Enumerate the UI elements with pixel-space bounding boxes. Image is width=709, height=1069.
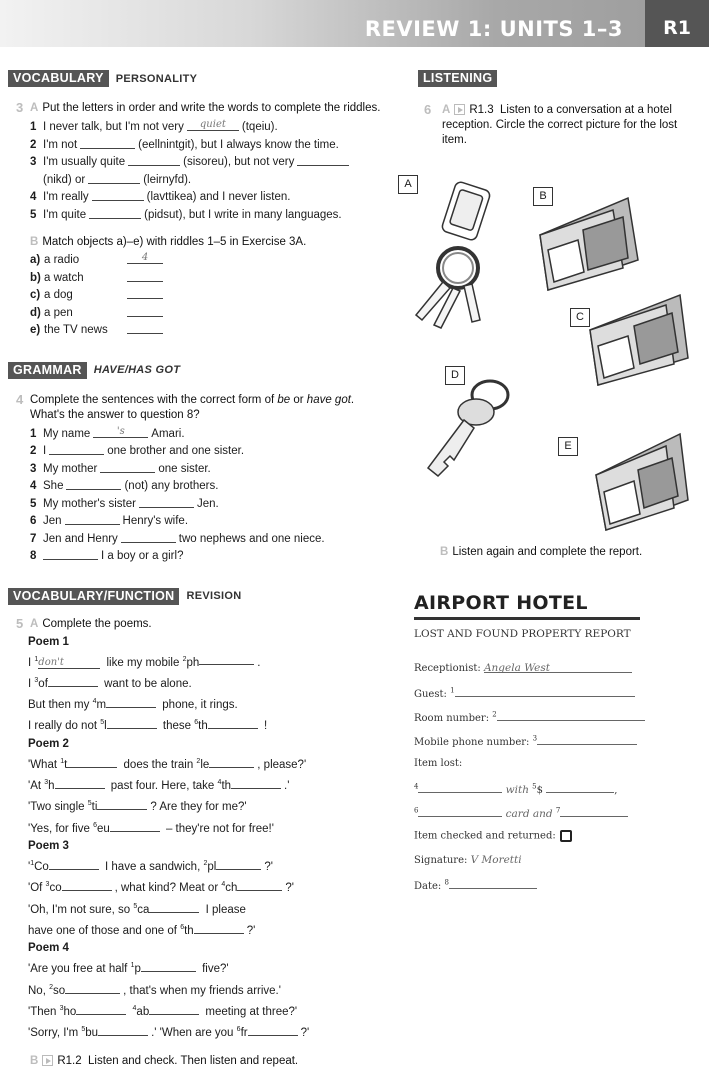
- item-desc-row: $^4$ with $^5$\$ ,: [414, 782, 618, 796]
- answer-field[interactable]: [49, 443, 104, 455]
- lost-property-report: [414, 592, 640, 640]
- answer-field[interactable]: [127, 305, 163, 317]
- exercise-number: 6: [424, 102, 432, 117]
- list-item: 6 Jen Henry's wife.: [30, 515, 189, 527]
- answer-field[interactable]: quiet: [187, 119, 239, 131]
- exercise-5a: [8, 617, 388, 632]
- unit-badge: R1: [645, 0, 709, 47]
- amount-field[interactable]: [546, 782, 614, 793]
- list-item: 1 I never talk, but I'm not very quiet (tqeiu).: [30, 119, 278, 133]
- date-row: Date: $^8$: [414, 878, 537, 892]
- answer-field[interactable]: [107, 717, 157, 729]
- poem-line: 'Then $^3$ho $^4$ab meeting at three?': [28, 1000, 388, 1021]
- returned-checkbox[interactable]: [560, 830, 572, 842]
- answer-field[interactable]: 4: [127, 252, 163, 264]
- poem-line: But then my $^4$m phone, it rings.: [28, 693, 388, 714]
- answer-field[interactable]: [128, 154, 180, 166]
- exercise-number: 5: [16, 615, 24, 631]
- report-subtitle: LOST AND FOUND PROPERTY REPORT: [414, 628, 631, 640]
- list-item: (nikd) or (leirnyfd).: [43, 173, 192, 186]
- answer-field[interactable]: [199, 653, 254, 665]
- answer-field[interactable]: [248, 1024, 298, 1036]
- poem-line: 'Oh, I'm not sure, so $^5$ca I please: [28, 898, 388, 919]
- lost-item-pictures: [398, 170, 688, 540]
- page-title: REVIEW 1: UNITS 1–3: [364, 17, 623, 41]
- poem-line: 'Yes, for five $^6$eu – they're not for free!': [28, 817, 388, 838]
- exercise-3a: [8, 101, 388, 116]
- answer-field[interactable]: [194, 922, 244, 934]
- exercise-5b: [8, 1054, 388, 1069]
- signature-value: V Moretti: [470, 854, 522, 866]
- poem-line: '$^1Co$ I have a sandwich, $^2$pl ?': [28, 855, 388, 876]
- poem-title: Poem 4: [28, 942, 69, 955]
- list-item: d) a pen: [30, 305, 388, 323]
- answer-field[interactable]: [97, 798, 147, 810]
- grammar-subtitle: HAVE/HAS GOT: [93, 364, 181, 376]
- mobile-row: Mobile phone number: $^3$: [414, 734, 637, 748]
- list-item: 4 I'm really (lavttikea) and I never listen.: [30, 191, 291, 203]
- signature-row: Signature: V Moretti: [414, 854, 522, 866]
- single-key-image[interactable]: [428, 381, 508, 476]
- answer-field[interactable]: [141, 960, 196, 972]
- keychain-with-tag-image[interactable]: [416, 181, 491, 328]
- answer-field[interactable]: [100, 461, 155, 473]
- exercise-instruction: A Complete the poems.: [30, 617, 152, 630]
- grammar-tag: GRAMMAR: [8, 362, 87, 379]
- answer-field[interactable]: [149, 901, 199, 913]
- exercise-instruction: B R1.2 Listen and check. Then listen and repeat.: [30, 1054, 299, 1067]
- page-header: [0, 0, 709, 47]
- wallet-image-c[interactable]: [590, 295, 688, 385]
- poem-title: Poem 2: [28, 737, 69, 750]
- poem-line: 'Two single $^5$ti ? Are they for me?': [28, 795, 388, 816]
- poem-line: I really do not $^5$l these $^6$th !: [28, 714, 388, 735]
- exercise-instruction: Complete the sentences with the correct form of be or have got. What's the answer to question 8?: [30, 393, 355, 421]
- audio-icon[interactable]: [42, 1055, 53, 1066]
- checked-row: Item checked and returned:: [414, 830, 572, 842]
- answer-field[interactable]: [43, 548, 98, 560]
- exercise-6a: [412, 103, 702, 148]
- room-row: Room number: $^2$: [414, 710, 645, 724]
- exercise-instruction: A Put the letters in order and write the words to complete the riddles.: [30, 102, 381, 114]
- answer-field[interactable]: [66, 478, 121, 490]
- receptionist-field[interactable]: Angela West: [484, 662, 632, 673]
- picture-label-e: E: [558, 437, 578, 456]
- answer-field[interactable]: [237, 879, 282, 891]
- answer-field[interactable]: [297, 154, 349, 166]
- answer-field[interactable]: [55, 777, 105, 789]
- answer-field[interactable]: [48, 675, 98, 687]
- card-row: $^6$ card and $^7$: [414, 806, 628, 820]
- report-divider: [414, 617, 640, 620]
- listening-tag: LISTENING: [418, 70, 497, 87]
- answer-field[interactable]: [89, 207, 141, 219]
- list-item: a) a radio 4: [30, 252, 388, 270]
- vocabulary-subtitle: PERSONALITY: [115, 72, 198, 85]
- list-item: 3 I'm usually quite (sisoreu), but not very: [30, 154, 388, 172]
- list-item: 1 My name 's Amari.: [30, 425, 185, 440]
- room-field[interactable]: [497, 710, 645, 721]
- list-item: 8 I a boy or a girl?: [30, 550, 184, 562]
- answer-field[interactable]: [65, 513, 120, 525]
- guest-field[interactable]: [455, 686, 635, 697]
- wallet-image-e[interactable]: [596, 434, 688, 530]
- exercise-instruction: B Match objects a)–e) with riddles 1–5 in Exercise 3A.: [30, 236, 307, 248]
- picture-label-b: B: [533, 187, 553, 206]
- list-item: 7 Jen and Henry two nephews and one niece.: [30, 532, 325, 545]
- answer-field[interactable]: [121, 531, 176, 543]
- poem-line: have one of those and one of $^6$th ?': [28, 919, 388, 940]
- answer-field[interactable]: [98, 1024, 148, 1036]
- list-item: e) the TV news: [30, 322, 388, 340]
- list-item: 3 My mother one sister.: [30, 462, 211, 475]
- answer-field[interactable]: [76, 1003, 126, 1015]
- vocabfunc-subtitle: REVISION: [186, 590, 242, 602]
- audio-icon[interactable]: [454, 104, 465, 115]
- poem-title: Poem 1: [28, 635, 69, 648]
- wallet-image-b[interactable]: [540, 198, 638, 290]
- answer-field[interactable]: [110, 820, 160, 832]
- list-item: b) a watch: [30, 270, 388, 288]
- answer-field[interactable]: 's: [93, 426, 148, 438]
- exercise-6b: B Listen again and complete the report.: [440, 546, 643, 558]
- answer-field[interactable]: [149, 1003, 199, 1015]
- list-item: 5 I'm quite (pidsut), but I write in many languages.: [30, 208, 342, 221]
- answer-field[interactable]: [65, 982, 120, 994]
- answer-field[interactable]: [139, 496, 194, 508]
- report-fields: [414, 662, 644, 902]
- poem-line: I $^3$of want to be alone.: [28, 672, 388, 693]
- exercise-3b-items: [8, 252, 388, 340]
- picture-label-a: A: [398, 175, 418, 194]
- list-item: 4 She (not) any brothers.: [30, 480, 219, 492]
- left-column: [8, 70, 388, 1069]
- list-item: 5 My mother's sister Jen.: [30, 497, 219, 510]
- picture-label-d: D: [445, 366, 465, 385]
- exercise-3a-items: [8, 119, 388, 224]
- vocabfunc-heading: [8, 588, 388, 605]
- poem-line: 'What $^1$t does the train $^2$le , please?': [28, 753, 388, 774]
- list-item: 2 I'm not (eellnintgit), but I always know the time.: [30, 138, 339, 151]
- picture-label-c: C: [570, 308, 590, 327]
- exercise-4: [8, 393, 388, 423]
- item-row: Item lost:: [414, 758, 463, 769]
- exercise-4-items: [8, 426, 388, 566]
- receptionist-row: Receptionist: Angela West: [414, 662, 632, 674]
- poem-line: 'Sorry, I'm $^5$bu .' 'When are you $^6$fr ?': [28, 1021, 388, 1042]
- poem-line: 'Of $^3$co , what kind? Meat or $^4$ch ?': [28, 876, 388, 897]
- card-type-field[interactable]: [418, 806, 502, 817]
- poem-line: 'At $^3$h past four. Here, take $^4$th .': [28, 774, 388, 795]
- poem-line: No, $^2$so , that's when my friends arrive.': [28, 979, 388, 1000]
- mobile-field[interactable]: [537, 734, 637, 745]
- list-item: c) a dog: [30, 287, 388, 305]
- date-field[interactable]: [449, 878, 537, 889]
- vocabfunc-tag: VOCABULARY/FUNCTION: [8, 588, 179, 605]
- vocabulary-tag: VOCABULARY: [8, 70, 109, 87]
- grammar-heading: [8, 362, 388, 379]
- answer-field[interactable]: [209, 756, 254, 768]
- answer-field[interactable]: [67, 756, 117, 768]
- answer-field[interactable]: [216, 858, 261, 870]
- answer-field[interactable]: [106, 696, 156, 708]
- answer-field[interactable]: [127, 287, 163, 299]
- answer-field[interactable]: [62, 879, 112, 891]
- guest-row: Guest: $^1$: [414, 686, 635, 700]
- poem-line: I $^1$don't like my mobile $^2$ph .: [28, 651, 388, 672]
- answer-field[interactable]: [49, 858, 99, 870]
- poem-line: 'Are you free at half $^1$p five?': [28, 957, 388, 978]
- answer-field[interactable]: [127, 270, 163, 282]
- answer-field[interactable]: [231, 777, 281, 789]
- poems: [8, 634, 388, 1043]
- report-title: AIRPORT HOTEL: [414, 592, 588, 614]
- answer-field[interactable]: [92, 189, 144, 201]
- extra-item-field[interactable]: [560, 806, 628, 817]
- listening-heading: [412, 70, 702, 87]
- answer-field[interactable]: [208, 717, 258, 729]
- item-field[interactable]: [418, 782, 502, 793]
- exercise-number: 4: [16, 391, 24, 407]
- right-column: [412, 70, 702, 148]
- answer-field[interactable]: [127, 322, 163, 334]
- answer-field[interactable]: don't: [38, 657, 100, 669]
- exercise-instruction: A R1.3 Listen to a conversation at a hotel reception. Circle the correct picture for the lost item.: [442, 104, 678, 146]
- vocabulary-heading: [8, 70, 388, 87]
- exercise-3b: [8, 235, 388, 250]
- answer-field[interactable]: [88, 172, 140, 184]
- exercise-number: 3: [16, 100, 24, 115]
- poem-title: Poem 3: [28, 840, 69, 853]
- answer-field[interactable]: [80, 137, 135, 149]
- list-item: 2 I one brother and one sister.: [30, 445, 245, 457]
